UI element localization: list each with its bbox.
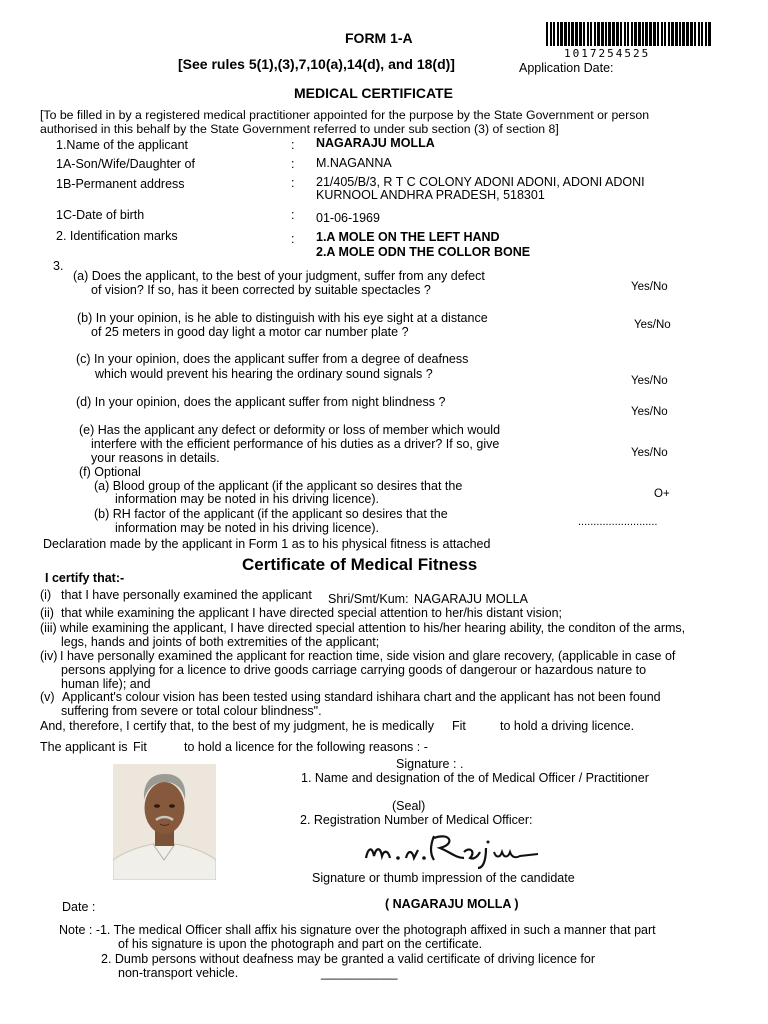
item-i-number: (i) [40,588,52,602]
item-iv-number: (iv) [40,649,58,663]
question-c-line-1: (c) In your opinion, does the applicant suffer from a degree of deafness [76,352,469,366]
seal-label: (Seal) [392,799,426,813]
question-e-line-3: your reasons in details. [91,451,220,465]
address-label: 1B-Permanent address [56,177,185,191]
question-c-line-2: which would prevent his hearing the ordinary sound signals ? [95,367,433,381]
barcode-number: 1017254525 [564,47,651,60]
question-e-line-1: (e) Has the applicant any defect or deformity or loss of member which would [79,423,501,437]
name-colon: : [291,138,295,152]
candidate-name: ( NAGARAJU MOLLA ) [385,897,519,911]
rh-factor-line-1: (b) RH factor of the applicant (if the applicant so desires that the [94,507,448,521]
mark-2: 2.A MOLE ODN THE COLLOR BONE [316,245,531,259]
question-a-line-2: of vision? If so, has it been corrected by suitable spectacles ? [91,283,431,297]
note-line-1: Note : -1. The medical Officer shall affix his signature over the photograph affixed in such a manner that part [59,923,656,937]
note-line-2: of his signature is upon the photograph and part on the certificate. [118,937,483,951]
item-ii-text: that while examining the applicant I have directed special attention to her/his distant vision; [61,606,562,620]
application-date-label: Application Date: [519,61,614,75]
optional-label: (f) Optional [79,465,141,479]
officer-signature [360,828,560,870]
applicant-end: to hold a licence for the following reasons : - [184,740,428,754]
therefore-fit: Fit [452,719,466,733]
question-e-answer: Yes/No [631,447,668,459]
signature-dot: . [460,757,464,771]
item-iv-line-1: I have personally examined the applicant for reaction time, side vision and glare recovery, (applicable in case of [60,649,676,663]
item-iii-line-1: while examining the applicant, I have directed special attention to his/her hearing ability, the conditon of the arms, [60,621,686,635]
address-colon: : [291,176,295,190]
marks-label: 2. Identification marks [56,229,178,243]
signature-label: Signature : [396,757,457,771]
question-c-answer: Yes/No [631,375,668,387]
certificate-title: MEDICAL CERTIFICATE [294,85,453,101]
question-d-answer: Yes/No [631,406,668,418]
item-v-line-1: Applicant's colour vision has been tested using standard ishihara chart and the applicant has not been found [62,690,661,704]
item-iv-line-3: human life); and [61,677,151,691]
item-iii-number: (iii) [40,621,57,635]
intro-line-1: [To be filled in by a registered medical practitioner appointed for the purpose by the State Government or person [40,108,650,122]
intro-line-2: authorised in this behalf by the State Government referred to under sub section (3) of section 8] [40,122,559,136]
address-line-1: 21/405/B/3, R T C COLONY ADONI ADONI, ADONI ADONI [316,175,645,189]
question-b-answer: Yes/No [634,319,671,331]
item-v-line-2: suffering from severe or total colour blindness". [61,704,322,718]
relation-colon: : [291,157,295,171]
blood-group-value: O+ [654,488,670,500]
applicant-fit: Fit [133,740,147,754]
registration-label: 2. Registration Number of Medical Officer: [300,813,533,827]
blood-group-line-2: information may be noted in his driving licence). [115,492,380,506]
declaration: Declaration made by the applicant in Form 1 as to his physical fitness is attached [43,537,491,551]
item-ii-number: (ii) [40,606,54,620]
item-v-number: (v) [40,690,55,704]
dob-value: 01-06-1969 [316,211,380,225]
item-i-name: NAGARAJU MOLLA [414,592,528,606]
form-title: FORM 1-A [345,30,413,46]
applicant-photo [113,764,216,880]
item-i-prefix: Shri/Smt/Kum: [328,592,409,606]
question-a-answer: Yes/No [631,281,668,293]
thumb-impression-label: Signature or thumb impression of the candidate [312,871,575,885]
rh-factor-value: .......................... [578,516,658,528]
item-iii-line-2: legs, hands and joints of both extremities of the applicant; [61,635,380,649]
note-line-3: 2. Dumb persons without deafness may be granted a valid certificate of driving licence for [101,952,596,966]
note-line-4: non-transport vehicle. [118,966,239,980]
marks-colon: : [291,232,295,246]
applicant-text: The applicant is [40,740,128,754]
address-line-2: KURNOOL ANDHRA PRADESH, 518301 [316,188,545,202]
relation-label: 1A-Son/Wife/Daughter of [56,157,195,171]
item-i-text: that I have personally examined the applicant [61,588,312,602]
rh-factor-line-2: information may be noted in his driving licence). [115,521,380,535]
question-e-line-2: interfere with the efficient performance of his duties as a driver? If so, give [91,437,500,451]
question-number: 3. [53,259,64,273]
name-value: NAGARAJU MOLLA [316,136,435,150]
date-label: Date : [62,900,96,914]
note-underline: ___________ [321,966,398,980]
dob-label: 1C-Date of birth [56,208,145,222]
rules-line: [See rules 5(1),(3),7,10(a),14(d), and 18(d)] [178,56,455,72]
therefore-end: to hold a driving licence. [500,719,635,733]
blood-group-line-1: (a) Blood group of the applicant (if the applicant so desires that the [94,479,463,493]
dob-colon: : [291,208,295,222]
barcode [546,22,714,46]
fitness-title: Certificate of Medical Fitness [242,555,478,574]
question-d-line-1: (d) In your opinion, does the applicant suffer from night blindness ? [76,395,446,409]
name-label: 1.Name of the applicant [56,138,189,152]
certify-label: I certify that:- [45,571,125,585]
question-a-line-1: (a) Does the applicant, to the best of your judgment, suffer from any defect [73,269,485,283]
question-b-line-2: of 25 meters in good day light a motor car number plate ? [91,325,409,339]
question-b-line-1: (b) In your opinion, is he able to distinguish with his eye sight at a distance [77,311,488,325]
therefore-text: And, therefore, I certify that, to the best of my judgment, he is medically [40,719,434,733]
mark-1: 1.A MOLE ON THE LEFT HAND [316,230,500,244]
item-iv-line-2: persons applying for a licence to drive goods carriage carrying goods of dangerour or hazardous nature to [61,663,647,677]
officer-label: 1. Name and designation of the of Medical Officer / Practitioner [301,771,649,785]
relation-value: M.NAGANNA [316,156,392,170]
